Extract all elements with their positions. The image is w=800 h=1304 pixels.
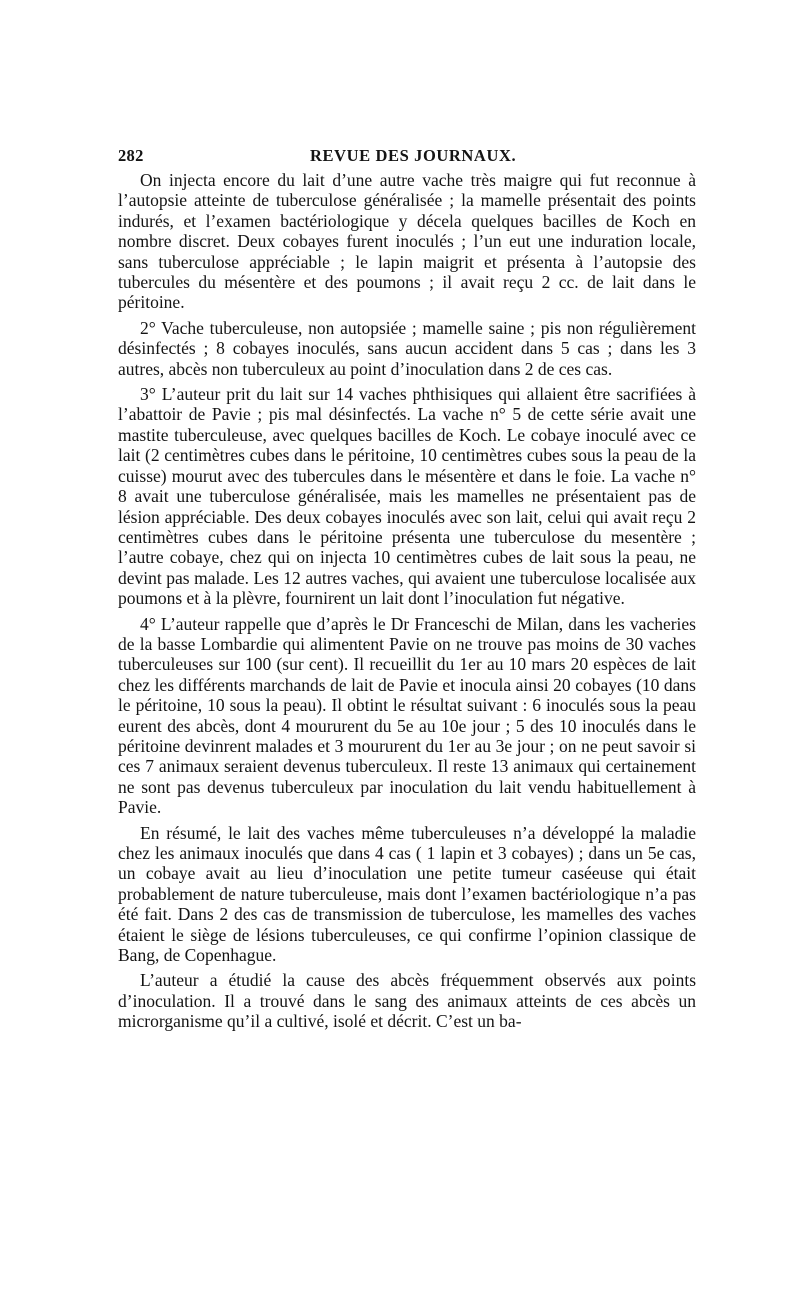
paragraph-2: 2° Vache tuberculeuse, non autopsiée ; mamelle saine ; pis non régulièrement désinfectés ; 8 cobayes inoculés, sans aucun accident dans 5 cas ; dans les 3 autres, abcès non tuberculeux au point d’inoculation dans 2 de ces cas.: [118, 317, 696, 379]
page-header: [118, 146, 696, 170]
article-body: [118, 170, 696, 1032]
paragraph-6: L’auteur a étudié la cause des abcès fréquemment observés aux points d’inoculation. Il a trouvé dans le sang des animaux atteints de ces abcès un microrganisme qu’il a cultivé, isolé et décrit. C’est un ba-: [118, 970, 696, 1032]
paragraph-5: En résumé, le lait des vaches même tuberculeuses n’a développé la maladie chez les animaux inoculés que dans 4 cas ( 1 lapin et 3 cobayes) ; dans un 5e cas, un cobaye avait au lieu d’inoculation une petite tumeur caséeuse qui était probablement de nature tuberculeuse, mais dont l’examen bactériologique n’a pas été fait. Dans 2 des cas de transmission de tuberculose, les mamelles des vaches étaient le siège de lésions tuberculeuses, ce qui confirme l’opinion classique de Bang, de Copenhague.: [118, 822, 696, 966]
page-number: 282: [118, 146, 144, 165]
paragraph-1: On injecta encore du lait d’une autre vache très maigre qui fut reconnue à l’autopsie atteinte de tuberculose généralisée ; la mamelle présentait des points indurés, et l’examen bactériologique y décela quelques bacilles de Koch en nombre discret. Deux cobayes furent inoculés ; l’un eut une induration locale, sans tuberculose appréciable ; le lapin maigrit et présenta à l’autopsie des tubercules du mésentère et des poumons ; il avait reçu 2 cc. de lait dans le péritoine.: [118, 170, 696, 313]
paragraph-3: 3° L’auteur prit du lait sur 14 vaches phthisiques qui allaient être sacrifiées à l’abattoir de Pavie ; pis mal désinfectés. La vache n° 5 de cette série avait une mastite tuberculeuse, avec quelques bacilles de Koch. Le cobaye inoculé avec ce lait (2 centimètres cubes dans le péritoine, 10 centimètres cubes sous la peau de la cuisse) mourut avec des tubercules dans le mésentère et dans le foie. La vache n° 8 avait une tuberculose généralisée, mais les mamelles ne présentaient pas de lésion appréciable. Des deux cobayes inoculés avec son lait, celui qui avait reçu 2 centimètres cubes dans le péritoine présenta une tuberculose du mesentère ; l’autre cobaye, chez qui on injecta 10 centimètres cubes de lait sous la peau, ne devint pas malade. Les 12 autres vaches, qui avaient une tuberculose localisée aux poumons et à la plèvre, fournirent un lait dont l’inoculation fut négative.: [118, 384, 696, 609]
journal-page: [118, 146, 696, 1037]
paragraph-4: 4° L’auteur rappelle que d’après le Dr Franceschi de Milan, dans les vacheries de la basse Lombardie qui alimentent Pavie on ne trouve pas moins de 30 vaches tuberculeuses sur 100 (sur cent). Il recueillit du 1er au 10 mars 20 espèces de lait chez les différents marchands de lait de Pavie et inocula ainsi 20 cobayes (10 dans le péritoine, 10 sous la peau). Il obtint le résultat suivant : 6 inoculés sous la peau eurent des abcès, dont 4 moururent du 5e au 10e jour ; 5 des 10 inoculés dans le péritoine devinrent malades et 3 moururent du 1er au 3e jour ; on ne peut savoir si ces 7 animaux seraient devenus tuberculeux. Il reste 13 animaux qui certainement ne sont pas devenus tuberculeux par inoculation du lait vendu habituellement à Pavie.: [118, 613, 696, 818]
running-title: REVUE DES JOURNAUX.: [310, 146, 517, 165]
